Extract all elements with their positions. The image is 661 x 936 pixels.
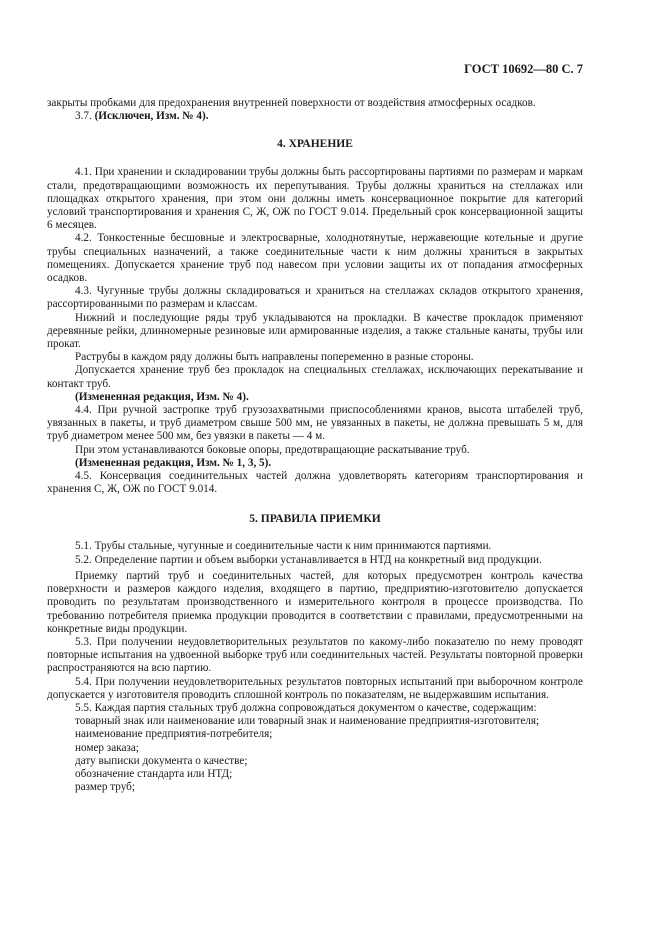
clause-5-1: 5.1. Трубы стальные, чугунные и соединительные части к ним принимаются партиями. — [75, 540, 492, 553]
list-item: номер заказа; — [75, 741, 139, 754]
clause-number: 3.7. — [75, 110, 92, 123]
amendment-note: (Измененная редакция, Изм. № 4). — [75, 390, 249, 403]
clause-5-2: 5.2. Определение партии и объем выборки устанавливается в НТД на конкретный вид продукции. — [75, 553, 542, 566]
document-page — [47, 62, 583, 794]
clause-4-1: 4.1. При хранении и складировании трубы должны быть рассортированы партиями по размерам и маркам стали, предотвращающими возможность их перепутывания. Трубы должны храниться на стеллажах или площадках открытого хранения, при этом они должны иметь консервационное покрытие для категорий условий транспортирования и хранения С, Ж, ОЖ по ГОСТ 9.014. Предельный срок консервационной защиты 6 месяцев. — [47, 166, 583, 232]
clause-4-5: 4.5. Консервация соединительных частей должна удовлетворять категориям транспортирования и хранения С, Ж, ОЖ по ГОСТ 9.014. — [47, 470, 583, 496]
clause-5-3: 5.3. При получении неудовлетворительных результатов по какому-либо показателю по нему проводят повторные испытания на удвоенной выборке труб или соединительных частей. Результаты повторной проверки распространяются на всю партию. — [47, 635, 583, 675]
clause-4-3: 4.3. Чугунные трубы должны складироваться и храниться на стеллажах складов открытого хранения, рассортированными по размерам и классам. — [47, 285, 583, 311]
list-item: дату выписки документа о качестве; — [75, 754, 248, 767]
page-header: ГОСТ 10692—80 С. 7 — [464, 62, 583, 76]
clause-4-3-spacers: Нижний и последующие ряды труб укладываются на прокладки. В качестве прокладок применяют деревянные рейки, длинномерные резиновые или армированные изделия, а также стальные канаты, трубы или прокат. — [47, 311, 583, 351]
clause-4-3-sockets: Раструбы в каждом ряду должны быть направлены попеременно в разные стороны. — [75, 351, 474, 364]
list-item: размер труб; — [75, 781, 135, 794]
clause-4-4: 4.4. При ручной застропке труб грузозахватными приспособлениями кранов, высота штабелей труб, увязанных в пакеты, и труб диаметром свыше 500 мм, не увязанных в пакеты, не должна превышать 5 м, для труб диаметром менее 500 мм, без увязки в пакеты — 4 м. — [47, 404, 583, 443]
list-item: товарный знак или наименование или товарный знак и наименование предприятия-изготовителя; — [75, 715, 540, 728]
quality-document-contents — [47, 715, 583, 794]
list-item: наименование предприятия-потребителя; — [75, 728, 273, 741]
clause-5-2-acceptance: Приемку партий труб и соединительных частей, для которых предусмотрен контроль качества поверхности и размеров каждого изделия, входящего в партию, предприятию-изготовителю допускается проводить по результатам производственного и измерительного контроля в процессе производства. По требованию потребителя приемка продукции проводится в соответствии с правилами, предусмотренными на конкретные виды продукции. — [47, 569, 583, 635]
clause-4-4-supports: При этом устанавливаются боковые опоры, предотвращающие раскатывание труб. — [75, 443, 470, 456]
clause-3-7 — [47, 110, 583, 123]
clause-4-3-racks: Допускается хранение труб без прокладок на специальных стеллажах, исключающих перекатывание и контакт труб. — [47, 364, 583, 390]
list-item: обозначение стандарта или НТД; — [75, 767, 233, 780]
continued-paragraph: закрыты пробками для предохранения внутренней поверхности от воздействия атмосферных осадков. — [47, 97, 536, 109]
section-4-title: 4. ХРАНЕНИЕ — [277, 138, 353, 151]
amendment-note: (Измененная редакция, Изм. № 1, 3, 5). — [75, 456, 272, 469]
clause-note: (Исключен, Изм. № 4). — [94, 110, 209, 123]
section-5-title: 5. ПРАВИЛА ПРИЕМКИ — [249, 513, 381, 526]
clause-5-5: 5.5. Каждая партия стальных труб должна сопровождаться документом о качестве, содержащим: — [75, 701, 537, 714]
clause-5-4: 5.4. При получении неудовлетворительных результатов повторных испытаний при выборочном контроле допускается у изготовителя проводить сплошной контроль по показателям, не выдержавшим испытания. — [47, 675, 583, 701]
clause-4-2: 4.2. Тонкостенные бесшовные и электросварные, холоднотянутые, нержавеющие котельные и другие трубы специальных назначений, а также соединительные части к ним должны храниться в закрытых помещениях. Допускается хранение труб под навесом при условии защиты их от попадания атмосферных осадков. — [47, 232, 583, 285]
